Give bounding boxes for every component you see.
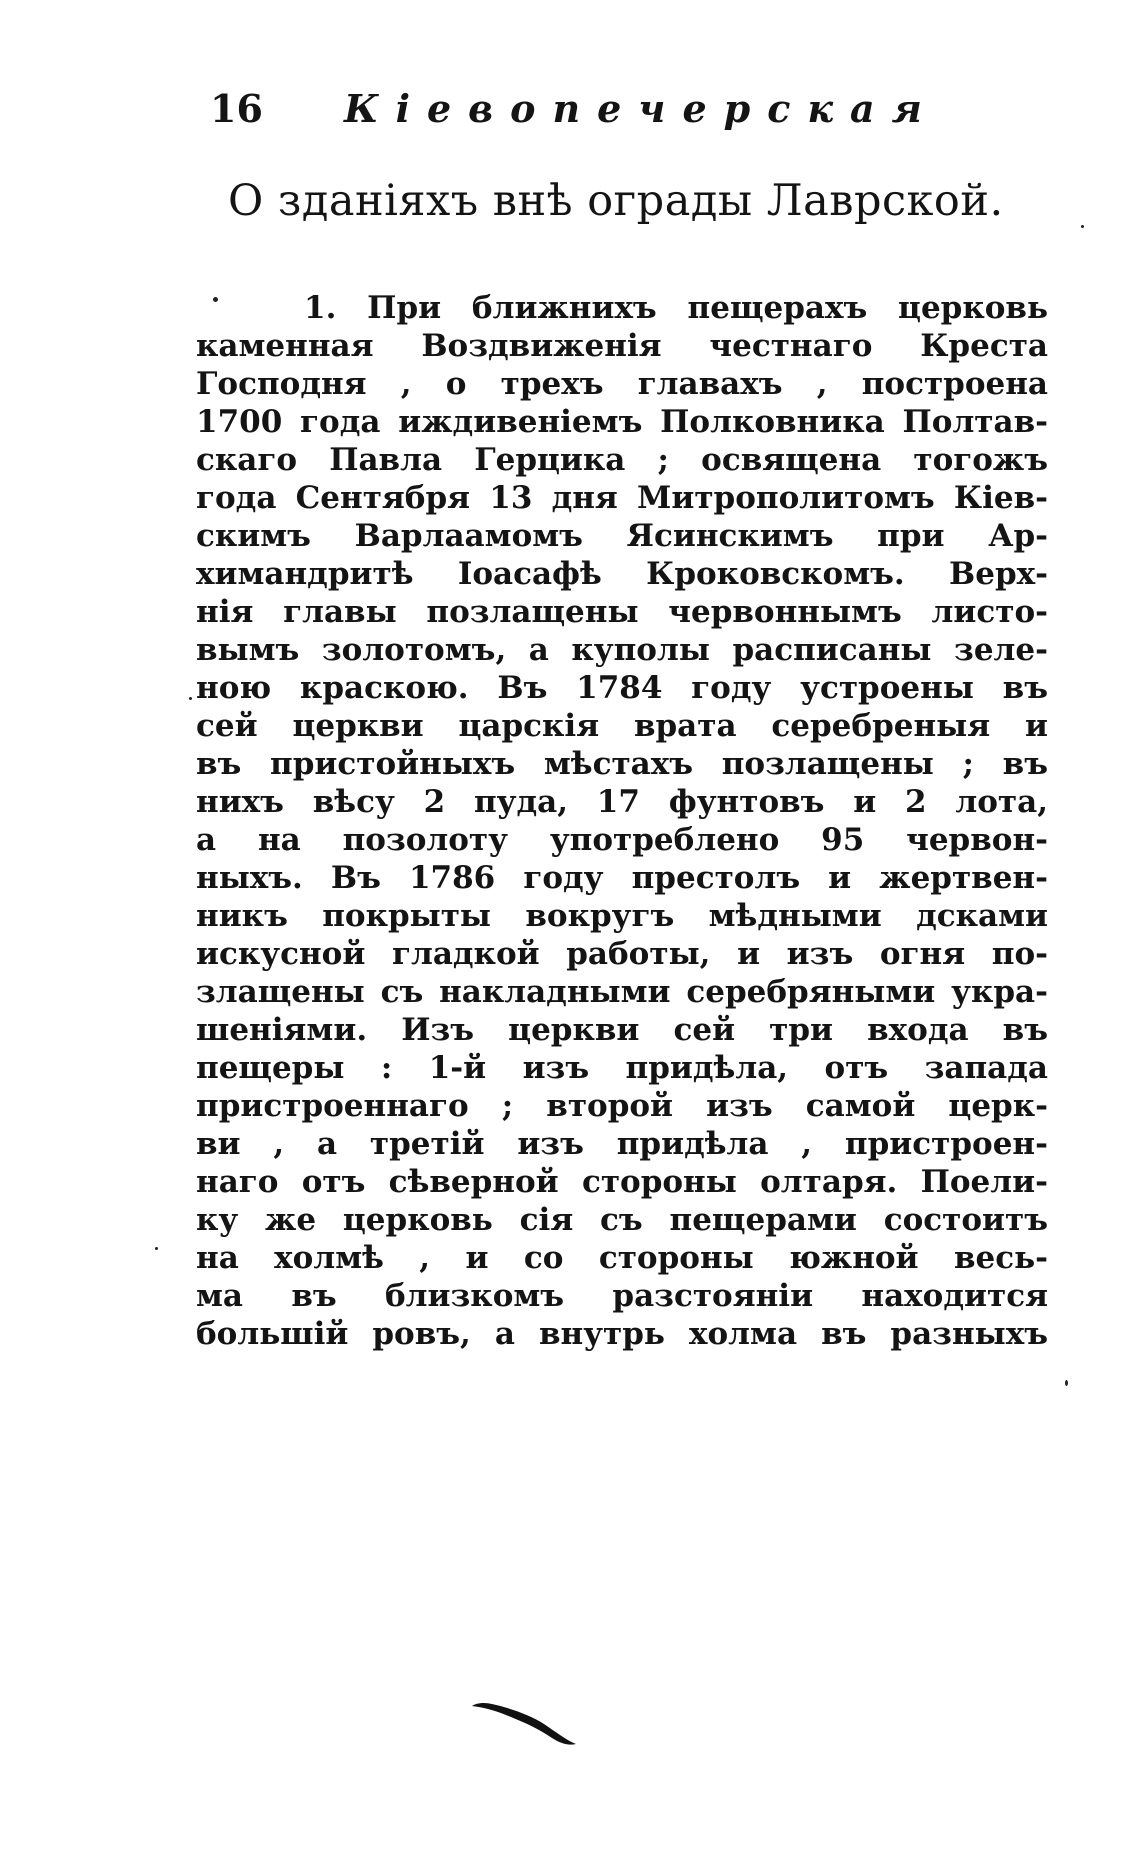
text-line: наго отъ сѣверной стороны олтаря. Поели- xyxy=(196,1164,1048,1200)
text-line: а на позолоту употреблено 95 червон- xyxy=(196,822,1048,858)
section-heading: О зданіяхъ внѣ ограды Лаврской. xyxy=(228,176,1004,226)
text-line: химандритѣ Іоасафѣ Кроковскомъ. Верх- xyxy=(196,556,1048,592)
print-speck xyxy=(1081,225,1084,228)
page-number: 16 xyxy=(210,86,263,131)
text-line: ви , а третій изъ придѣла , пристроен- xyxy=(196,1126,1048,1162)
text-line: пристроеннаго ; второй изъ самой церк- xyxy=(196,1088,1048,1124)
text-line: ною краскою. Въ 1784 году устроены въ xyxy=(196,670,1048,706)
text-line: 1. При ближнихъ пещерахъ церковь xyxy=(304,290,1048,326)
text-line: ку же церковь сія съ пещерами состоитъ xyxy=(196,1202,1048,1238)
text-line: ныхъ. Въ 1786 году престолъ и жертвен- xyxy=(196,860,1048,896)
print-speck xyxy=(1065,1380,1068,1386)
print-speck xyxy=(155,1247,158,1250)
text-line: большій ровъ, а внутрь холма въ разныхъ xyxy=(196,1316,1048,1352)
print-speck xyxy=(213,297,218,302)
print-speck xyxy=(189,697,192,700)
text-line: злащены съ накладными серебряными укра- xyxy=(196,974,1048,1010)
text-line: сей церкви царскія врата серебреныя и xyxy=(196,708,1048,744)
text-line: въ пристойныхъ мѣстахъ позлащены ; въ xyxy=(196,746,1048,782)
text-line: нихъ вѣсу 2 пуда, 17 фунтовъ и 2 лота, xyxy=(196,784,1048,820)
text-line: вымъ золотомъ, а куполы расписаны зеле- xyxy=(196,632,1048,668)
running-title: Кіевопечерская xyxy=(344,86,939,131)
text-line: скимъ Варлаамомъ Ясинскимъ при Ар- xyxy=(196,518,1048,554)
text-line: Господня , о трехъ главахъ , построена xyxy=(196,366,1048,402)
text-line: на холмѣ , и со стороны южной весь- xyxy=(196,1240,1048,1276)
text-line: пещеры : 1-й изъ придѣла, отъ запада xyxy=(196,1050,1048,1086)
text-line: каменная Воздвиженія честнаго Креста xyxy=(196,328,1048,364)
text-line: шеніями. Изъ церкви сей три входа въ xyxy=(196,1012,1048,1048)
text-line: искусной гладкой работы, и изъ огня по- xyxy=(196,936,1048,972)
text-line: 1700 года иждивеніемъ Полковника Полтав- xyxy=(196,404,1048,440)
ink-blot-ornament xyxy=(470,1700,580,1750)
running-head xyxy=(196,86,1036,146)
text-line: нія главы позлащены червоннымъ листо- xyxy=(196,594,1048,630)
text-line: года Сентября 13 дня Митрополитомъ Кіев- xyxy=(196,480,1048,516)
text-line: никъ покрыты вокругъ мѣдными дсками xyxy=(196,898,1048,934)
text-line: скаго Павла Герцика ; освящена тогожъ xyxy=(196,442,1048,478)
text-line: ма въ близкомъ разстояніи находится xyxy=(196,1278,1048,1314)
